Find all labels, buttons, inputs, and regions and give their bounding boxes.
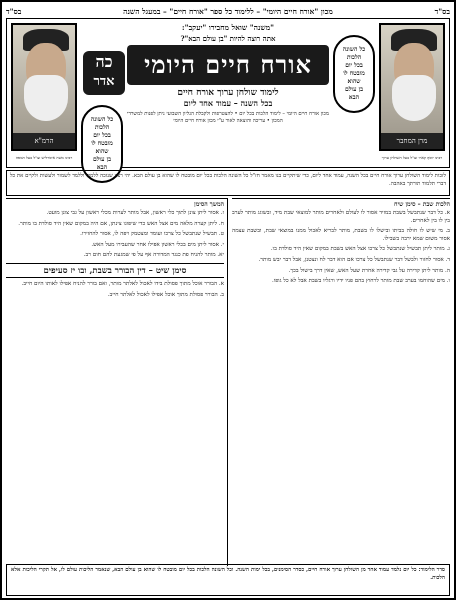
halacha-paragraph: ו. מים שהוחמו בערב שבת מותר לרחוץ בהם פניו ידיו ורגליו בשבת אבל לא כל גופו. xyxy=(272,278,450,285)
intro-paragraph: לזכות לימוד השולחן ערוך אורח חיים בכל השנה, עמוד אחד ליום, כדי שיתקיים בנו מאמר חז"ל כל השונה הלכות בכל יום מובטח לו שהוא בן עולם הבא. יהי רצון שנזכה ללמוד וללמד לשמור ולעשות ולקיים את כל דברי תלמוד תורתך באהבה. xyxy=(6,170,450,196)
subtitle-2: בכל השנה – עמוד אחד ליום xyxy=(183,98,273,108)
top-strip-center: מכון "אורח חיים היומי" – ללימוד כל ספר "אורח חיים" – במעגל השנה xyxy=(123,6,333,16)
motto: "משנה" שואל מחבירו "יעקב": xyxy=(181,23,275,32)
text-columns xyxy=(6,198,450,566)
portrait-right-note: רבינו יוסף קארו זצ"ל בעל השולחן ערוך xyxy=(381,155,443,160)
sidebox-left-line: מובטח לו xyxy=(91,140,113,147)
sidebox-right-line: שהוא xyxy=(347,78,361,85)
sidebox-left-line: הלכות xyxy=(94,124,110,131)
column-heading: הלכות שבת – סימן שיח xyxy=(394,201,450,208)
subtitle: לימוד שולחן ערוך אורח חיים xyxy=(177,88,279,98)
top-strip xyxy=(6,4,450,18)
sidebox-left-line: בן עולם xyxy=(93,156,111,163)
page-title: אורח חיים היומי xyxy=(127,45,329,85)
publisher-info: מכון אורח חיים היומי – לימוד הלכות בכל יום • להצטרפות ולקבלת הגליון השבועי ניתן לפנות למשרדי המכון • עריכה והוצאה לאור ע"י מכון אורח חיים היומי xyxy=(127,111,329,124)
halacha-paragraph: א. כל דבר שנתבשל בשבת במזיד אסור לו לעולם ולאחרים מותר למוצאי שבת מיד, ובשוגג מותר לערב בין לו בין לאחרים. xyxy=(232,210,450,224)
halacha-paragraph: א. הבורר אוכל מתוך פסולת בידו לאכול לאלתר מותר, ואם בורר להניח אפילו לאותו היום חייב. xyxy=(21,280,224,287)
sidebox-right-line: בכל יום xyxy=(345,62,363,69)
halacha-paragraph: ח. ליתן קערה מלאה מים אצל האש כדי שיפוגו צינתן, אם היה במקום שאין היד סולדת בו מותר. xyxy=(18,220,224,227)
halacha-paragraph: ט. תבשיל שנתבשל כל צרכו ועומד ומצטמק ויפה לו, אסור להחזירו. xyxy=(80,231,224,238)
sidebox-right-line: הלכות xyxy=(346,54,362,61)
title-block xyxy=(127,23,329,125)
column-heading: המשך הסימן xyxy=(194,201,224,208)
date-day: כה xyxy=(95,52,113,71)
sidebox-left-line: כל השונה xyxy=(90,116,114,123)
halacha-paragraph: ג. מותר ליתן תבשיל שנתבשל כל צרכו אצל האש בשבת במקום שאין היד סולדת בו. xyxy=(270,246,450,253)
sidebox-right-line: הבא xyxy=(348,94,360,101)
halacha-paragraph: ד. אסור לחזור ולבשל דבר שנתבשל כל צרכו אם הוא דבר לח ונצטנן, אבל דבר יבש מותר. xyxy=(258,256,450,263)
portrait-left-note: רבינו משה איסרליש זצ"ל בעל המפה xyxy=(15,155,73,160)
portrait-right xyxy=(379,23,445,151)
sidebox-right xyxy=(333,35,375,113)
sidebox-right-line: כל השונה xyxy=(342,46,366,53)
footer-note: סדר הלימוד: כל יום נלמד עמוד אחד מן השולחן ערוך אורח חיים, כסדר הסימנים, בכל ימות השנה. וכל השונה הלכות בכל יום מובטח לו שהוא בן עולם הבא, שנאמר הליכות עולם לו, אל תקרי הליכות אלא הלכות. xyxy=(6,564,450,596)
sidebox-right-line: מובטח לו xyxy=(343,70,365,77)
column-right xyxy=(232,198,450,566)
halacha-paragraph: ה. מותר ליתן קדירה על גבי קדירה אחרת שעל האש, שאין דרך בישול בכך. xyxy=(288,267,450,274)
sidebox-left-line: הבא xyxy=(96,164,108,171)
sidebox-left-line: בכל יום xyxy=(93,132,111,139)
sidebox-left-line: שהוא xyxy=(95,148,109,155)
column-left xyxy=(6,198,228,566)
header xyxy=(6,18,450,171)
halacha-paragraph: י. אסור ליתן מים בכלי ראשון אפילו אחר שהעבירו מעל האש. xyxy=(91,241,224,248)
section-heading: סימן שיט – דין הבורר בשבת, ובו יז סעיפים xyxy=(6,263,224,278)
date-badge xyxy=(83,51,125,95)
portrait-left-caption: הרמ"א xyxy=(13,133,75,149)
halacha-paragraph: ב. מי שיש לו חולה בביתו ובישלו לו בשבת, מותר לבריא לאכול ממנו במוצאי שבת, ובשבת עצמה אסור משום שמא ירבה בשבילו. xyxy=(232,228,450,242)
sub-motto: אתה רוצה להיות "בן עולם הבא"? xyxy=(180,34,276,43)
top-strip-right: בס"ד xyxy=(434,6,450,16)
portrait-right-beard xyxy=(392,75,436,121)
sidebox-right-line: בן עולם xyxy=(345,86,363,93)
portrait-right-caption: מרן המחבר xyxy=(381,133,443,149)
halacha-paragraph: ז. אסור ליתן צונן לתוך כלי ראשון, אבל מותר לערות מכלי ראשון על גבי צונן מועט. xyxy=(46,210,224,216)
top-strip-left: בס"ד xyxy=(6,6,22,16)
halacha-paragraph: ב. הבורר פסולת מתוך אוכל אפילו לאכול לאלתר חייב. xyxy=(107,291,224,298)
date-month: אדר xyxy=(93,74,115,89)
portrait-left-beard xyxy=(24,75,68,121)
halacha-paragraph: יא. מותר להניח פת כנגד המדורה אף על פי שמגעת להם חום רב. xyxy=(83,252,224,259)
portrait-left xyxy=(11,23,77,151)
